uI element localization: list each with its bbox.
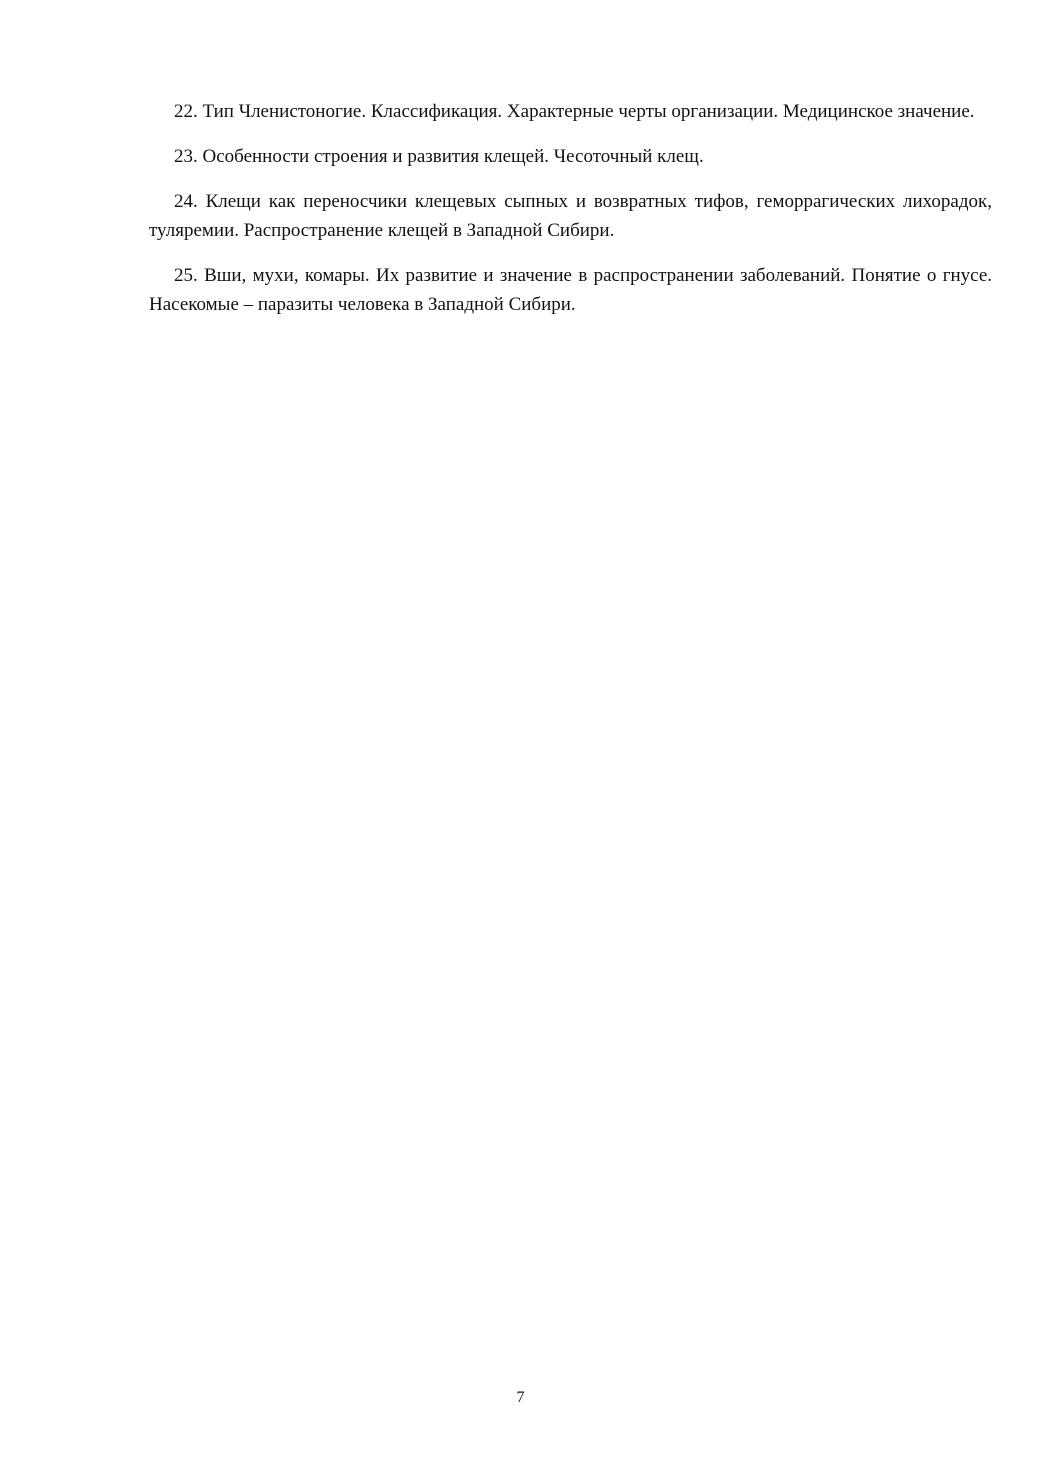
- question-22: 22. Тип Членистоногие. Классификация. Характерные черты организации. Медицинское значение.: [174, 101, 975, 122]
- document-body: [149, 97, 992, 335]
- question-24: 24. Клещи как переносчики клещевых сыпных и возвратных тифов, геморрагических лихорадок, туляремии. Распространение клещей в Западной Сибири.: [149, 191, 992, 241]
- page-number: 7: [516, 1389, 525, 1406]
- question-23: 23. Особенности строения и развития клещей. Чесоточный клещ.: [174, 146, 704, 167]
- question-25: 25. Вши, мухи, комары. Их развитие и значение в распространении заболеваний. Понятие о гнусе. Насекомые – паразиты человека в Западной Сибири.: [149, 265, 992, 315]
